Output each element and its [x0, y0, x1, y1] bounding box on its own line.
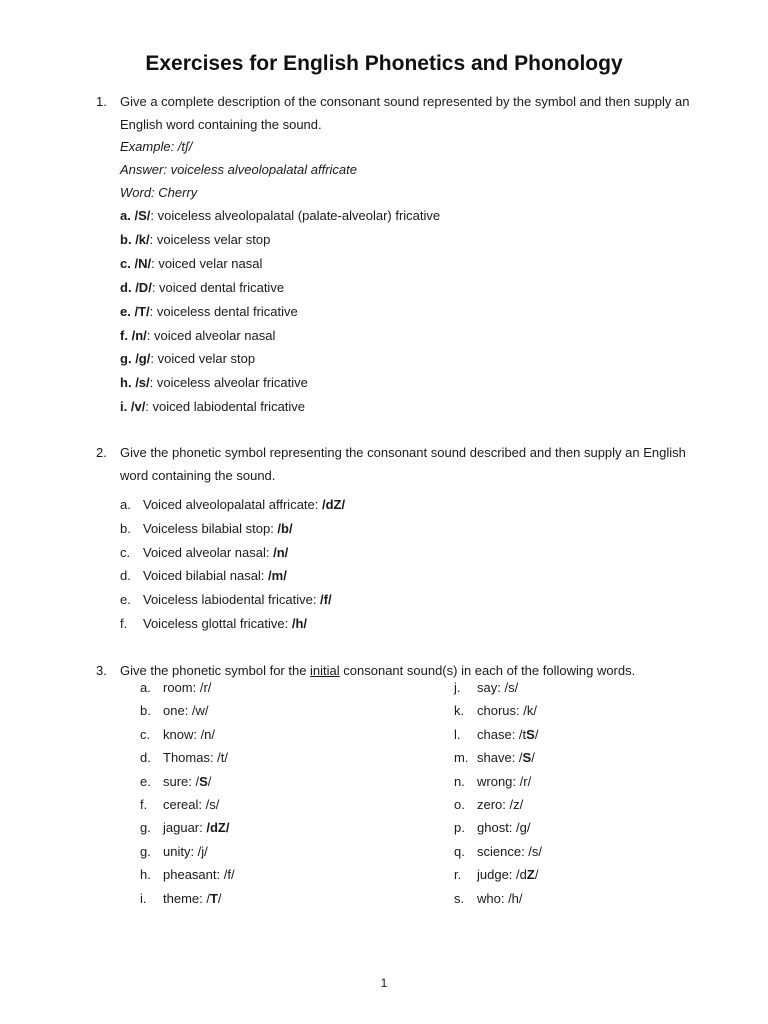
- phonetic-symbol: /N/: [134, 255, 152, 271]
- word-item: [454, 797, 704, 817]
- item-description: Voiced alveolopalatal affricate:: [143, 497, 322, 512]
- example-line: Example: /tʃ/: [120, 139, 193, 154]
- phonetic-symbol: /f/: [320, 592, 332, 608]
- item-description: : voiceless alveolopalatal (palate-alveolar) fricative: [150, 208, 441, 223]
- item-description: : voiced velar stop: [150, 351, 256, 367]
- word-text: [477, 797, 523, 812]
- item-label: d.: [120, 568, 131, 584]
- word-item: [454, 750, 704, 770]
- item-label: a.: [120, 497, 131, 512]
- word-pre: one: /w/: [163, 703, 209, 719]
- item-label: f.: [120, 616, 128, 631]
- phonetic-symbol: /m/: [268, 568, 287, 584]
- question-3: [0, 659, 768, 682]
- word-text: [477, 703, 537, 718]
- item-label: b.: [140, 703, 151, 719]
- question-text: Give a complete description of the consonant sound represented by the symbol and then supply an English word containing the sound.: [120, 94, 690, 132]
- word-text: [477, 820, 530, 835]
- word-post: /: [207, 773, 212, 789]
- word-text: [477, 750, 535, 765]
- word-pre: jaguar:: [163, 820, 207, 836]
- word-item: [454, 891, 704, 911]
- word-item: [140, 891, 390, 911]
- word-item: [454, 820, 704, 840]
- item-label: d.: [140, 750, 151, 766]
- phonetic-symbol: /n/: [273, 544, 289, 560]
- word-line: Word: Cherry: [120, 185, 198, 200]
- page-title: Exercises for English Phonetics and Phonology: [145, 52, 623, 75]
- item-label: f.: [140, 797, 148, 812]
- item-label: e.: [120, 303, 131, 319]
- item-label: g.: [120, 351, 132, 367]
- question-text-part: Give the phonetic symbol for the: [120, 663, 311, 678]
- word-pre: wrong: /r/: [477, 773, 532, 789]
- item-description: : voiceless alveolar fricative: [149, 375, 308, 391]
- phonetic-symbol: /g/: [135, 351, 151, 367]
- word-pre: pheasant: /f/: [163, 867, 235, 883]
- item-text: [143, 521, 293, 536]
- word-pre: room: /r/: [163, 680, 212, 695]
- item-label: a.: [140, 680, 151, 695]
- word-text: [477, 891, 523, 906]
- word-text: [163, 680, 211, 695]
- answer-line: Answer: voiceless alveolopalatal affricate: [120, 162, 358, 177]
- word-item: [140, 703, 390, 723]
- item-description: : voiced alveolar nasal: [146, 327, 276, 343]
- word-item: [454, 774, 704, 794]
- answer-item: [120, 232, 270, 247]
- word-item: [140, 774, 390, 794]
- item-label: r.: [454, 867, 462, 883]
- word-pre: say: /s/: [477, 680, 519, 695]
- item-label: g.: [140, 843, 151, 859]
- answer-item: [120, 399, 305, 414]
- word-text: [163, 774, 211, 789]
- item-label: e.: [140, 773, 151, 789]
- item-text: [143, 616, 307, 631]
- word-item: [454, 680, 704, 700]
- word-item: [454, 703, 704, 723]
- word-item: [454, 867, 704, 887]
- word-pre: Thomas: /t/: [163, 750, 229, 766]
- item-label: a.: [120, 208, 131, 223]
- question-2: [0, 441, 768, 487]
- word-text: [477, 680, 518, 695]
- word-pre: unity: /j/: [163, 843, 208, 859]
- phonetic-symbol: Z: [526, 867, 535, 883]
- phonetic-symbol: /n/: [131, 327, 147, 343]
- phonetic-symbol: /S/: [134, 208, 151, 223]
- item-label: f.: [120, 327, 128, 343]
- item-label: b.: [120, 520, 131, 536]
- item-label: c.: [140, 726, 151, 742]
- item-label: e.: [120, 592, 131, 608]
- phonetic-symbol: /dZ/: [322, 497, 346, 512]
- word-pre: zero: /z/: [477, 797, 524, 812]
- item-description: : voiceless dental fricative: [149, 303, 298, 319]
- item-description: : voiced dental fricative: [151, 279, 285, 295]
- phonetic-symbol: /v/: [130, 399, 146, 415]
- word-text: [163, 797, 219, 812]
- item-label: m.: [454, 750, 469, 766]
- word-item: [140, 867, 390, 887]
- item-label: h.: [120, 375, 132, 391]
- item-description: : voiceless velar stop: [149, 231, 271, 247]
- phonetic-symbol: S: [526, 726, 535, 742]
- question-1: [0, 90, 768, 136]
- page-number: 1: [380, 976, 388, 990]
- item-label: i.: [140, 890, 147, 906]
- item-text: [143, 592, 332, 607]
- word-text: [163, 750, 228, 765]
- phonetic-symbol: S: [522, 750, 532, 766]
- item-label: b.: [120, 231, 132, 247]
- item-description: Voiceless bilabial stop:: [143, 520, 278, 536]
- item-text: [143, 568, 287, 583]
- answer-item: [120, 304, 298, 319]
- question-text: Give the phonetic symbol representing the consonant sound described and then supply an English word containing the sound.: [120, 445, 686, 483]
- item-label: i.: [120, 399, 128, 415]
- item-label: c.: [120, 255, 131, 271]
- item-text: [143, 545, 288, 560]
- word-item: [140, 727, 390, 747]
- item-label: k.: [454, 703, 465, 719]
- phonetic-symbol: /dZ/: [206, 820, 230, 836]
- word-pre: chase: /t: [477, 726, 527, 742]
- word-text: [477, 774, 531, 789]
- item-label: n.: [454, 773, 465, 789]
- answer-item: [120, 328, 275, 343]
- word-pre: ghost: /g/: [477, 820, 531, 836]
- word-item: [140, 797, 390, 817]
- word-item: [140, 750, 390, 770]
- word-text: [163, 820, 229, 835]
- word-post: /: [534, 867, 539, 883]
- word-pre: theme: /: [163, 890, 210, 906]
- phonetic-symbol: /h/: [291, 616, 308, 631]
- item-description: : voiced labiodental fricative: [145, 399, 306, 415]
- item-description: Voiced alveolar nasal:: [143, 544, 274, 560]
- word-text: [163, 727, 215, 742]
- answer-item: [120, 280, 284, 295]
- word-item: [140, 680, 390, 700]
- word-text: [477, 727, 538, 742]
- word-item: [140, 820, 390, 840]
- word-pre: who: /h/: [477, 890, 523, 906]
- question-text-part: consonant sound(s) in each of the following words.: [339, 663, 636, 678]
- item-label: s.: [454, 890, 465, 906]
- word-item: [454, 844, 704, 864]
- word-pre: chorus: /k/: [477, 703, 537, 719]
- word-pre: know: /n/: [163, 726, 216, 742]
- word-post: /: [534, 726, 539, 742]
- item-label: h.: [140, 867, 151, 883]
- answer-item: [120, 256, 262, 271]
- word-pre: sure: /: [163, 773, 200, 789]
- item-label: l.: [454, 726, 461, 742]
- word-pre: shave: /: [477, 750, 523, 766]
- word-text: [163, 867, 235, 882]
- item-label: p.: [454, 820, 465, 836]
- item-description: Voiceless labiodental fricative:: [143, 592, 321, 608]
- question-number: 1.: [96, 94, 107, 109]
- question-number: 3.: [96, 663, 107, 678]
- item-description: : voiced velar nasal: [151, 255, 263, 271]
- item-description: Voiced bilabial nasal:: [143, 568, 269, 584]
- phonetic-symbol: /D/: [135, 279, 152, 295]
- item-label: j.: [454, 680, 461, 695]
- item-label: d.: [120, 279, 132, 295]
- word-text: [477, 867, 538, 882]
- word-item: [140, 844, 390, 864]
- phonetic-symbol: T: [209, 890, 218, 906]
- phonetic-symbol: S: [199, 773, 208, 789]
- word-text: [163, 844, 208, 859]
- phonetic-symbol: /T/: [134, 303, 150, 319]
- word-text: [477, 844, 542, 859]
- item-text: [143, 497, 345, 512]
- item-label: c.: [120, 544, 131, 560]
- item-label: g.: [140, 820, 151, 836]
- answer-item: [120, 208, 440, 223]
- word-item: [454, 727, 704, 747]
- underlined-word: initial: [310, 663, 340, 678]
- word-post: /: [531, 750, 535, 766]
- word-pre: science: /s/: [477, 843, 543, 859]
- word-text: [163, 891, 222, 906]
- question-text: [120, 659, 695, 682]
- phonetic-symbol: /s/: [135, 375, 150, 391]
- word-text: [163, 703, 209, 718]
- phonetic-symbol: /k/: [135, 231, 150, 247]
- word-pre: cereal: /s/: [163, 797, 220, 812]
- item-label: o.: [454, 797, 465, 812]
- answer-item: [120, 375, 308, 390]
- question-number: 2.: [96, 445, 107, 460]
- phonetic-symbol: /b/: [277, 520, 293, 536]
- item-description: Voiceless glottal fricative:: [143, 616, 292, 631]
- word-post: /: [217, 890, 222, 906]
- item-label: q.: [454, 843, 465, 859]
- answer-item: [120, 351, 255, 366]
- word-pre: judge: /d: [477, 867, 527, 883]
